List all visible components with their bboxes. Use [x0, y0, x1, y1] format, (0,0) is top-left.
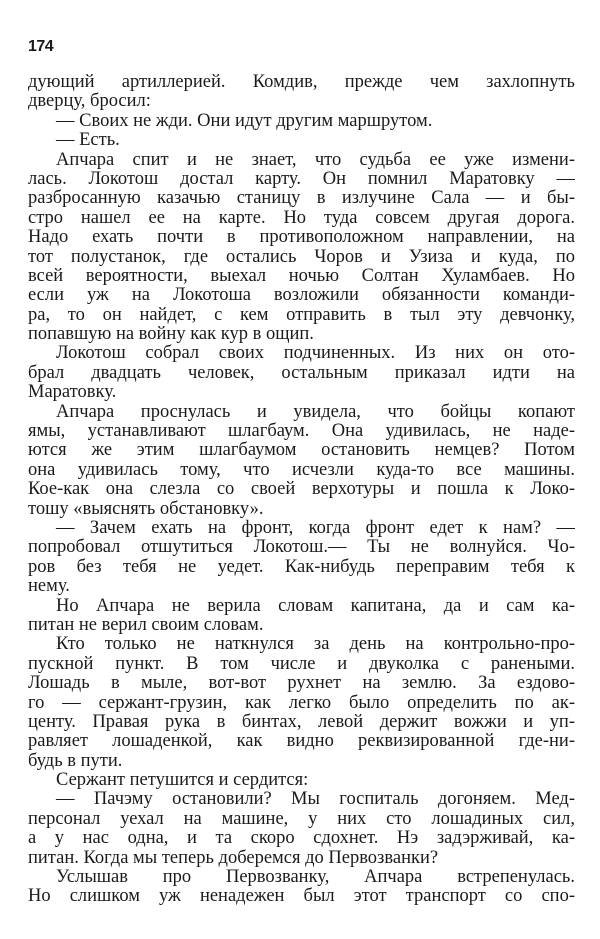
text-line: попавшую на войну как кур в ощип. — [28, 325, 314, 345]
text-line: Апчара спит и не знает, что судьба ее уже измени- — [56, 150, 575, 170]
text-line: Апчара проснулась и увидела, что бойцы копают — [56, 402, 575, 422]
text-line: если уж на Локотоша возложили обязанности команди- — [28, 286, 575, 306]
text-line: персонал уехал на машине, у них сто лошадиных сил, — [28, 809, 575, 829]
text-line: — Пачэму остановили? Мы госпиталь догоняем. Мед- — [56, 790, 575, 810]
text-line: ются же этим шлагбаумом остановить немцев? Потом — [28, 441, 575, 461]
text-line: Надо ехать почти в противоположном направлении, на — [28, 228, 575, 248]
text-line: тот полустанок, где остались Чоров и Узиза и куда, по — [28, 247, 575, 267]
text-line: Кое-как она слезла со своей верхотуры и пошла к Локо- — [28, 480, 575, 500]
text-line: ра, то он найдет, с кем отправить в тыл эту девчонку, — [28, 305, 575, 325]
text-line: Лошадь в мыле, вот-вот рухнет на землю. За ездово- — [28, 674, 575, 694]
text-line: лась. Локотош достал карту. Он помнил Маратовку — — [28, 169, 575, 189]
text-line: Но Апчара не верила словам капитана, да и сам ка- — [56, 596, 575, 616]
text-line: она удивилась тому, что исчезли куда-то все машины. — [28, 460, 575, 480]
text-line: дверцу, бросил: — [28, 92, 151, 112]
text-line: стро нашел ее на карте. Но туда совсем другая дорога. — [28, 208, 575, 228]
text-line: ров без тебя не уедет. Как-нибудь переправим тебя к — [28, 557, 575, 577]
text-line: а у нас одна, и та скоро сдохнет. Нэ задэрживай, ка- — [28, 829, 575, 849]
text-line: Маратовку. — [28, 383, 117, 403]
text-line: Но слишком уж ненадежен был этот транспорт со спо- — [28, 887, 575, 907]
text-line: Сержант петушится и сердится: — [56, 771, 309, 791]
text-line: го — сержант-грузин, как легко было определить по ак- — [28, 693, 575, 713]
text-line: пускной пункт. В том числе и двуколка с ранеными. — [28, 654, 575, 674]
text-line: нему. — [28, 577, 70, 597]
body-text — [28, 73, 575, 907]
text-line: Услышав про Первозванку, Апчара встрепенулась. — [56, 868, 575, 888]
text-line: Локотош собрал своих подчиненных. Из них он ото- — [56, 344, 575, 364]
text-line: разбросанную казачью станицу в излучине Сала — и бы- — [28, 189, 575, 209]
text-line: — Своих не жди. Они идут другим маршрутом. — [56, 111, 433, 131]
text-line: брал двадцать человек, остальным приказал идти на — [28, 363, 575, 383]
text-line: — Есть. — [56, 131, 120, 151]
page-number: 174 — [28, 38, 54, 55]
text-line: дующий артиллерией. Комдив, прежде чем захлопнуть — [28, 73, 575, 92]
text-line: питан не верил своим словам. — [28, 615, 264, 635]
text-line: равляет лошаденкой, как видно реквизированной где-ни- — [28, 732, 575, 752]
text-line: всей вероятности, выехал ночью Солтан Хуламбаев. Но — [28, 266, 575, 286]
text-line: центу. Правая рука в бинтах, левой держит вожжи и уп- — [28, 712, 575, 732]
text-line: тошу «выяснять обстановку». — [28, 499, 264, 519]
text-line: ямы, устанавливают шлагбаум. Она удивилась, не наде- — [28, 422, 575, 442]
text-line: попробовал отшутиться Локотош.— Ты не волнуйся. Чо- — [28, 538, 575, 558]
text-line: питан. Когда мы теперь доберемся до Первозванки? — [28, 848, 439, 868]
text-line: будь в пути. — [28, 751, 123, 771]
text-line: — Зачем ехать на фронт, когда фронт едет к нам? — — [56, 518, 575, 538]
text-line: Кто только не наткнулся за день на контрольно-про- — [56, 635, 575, 655]
